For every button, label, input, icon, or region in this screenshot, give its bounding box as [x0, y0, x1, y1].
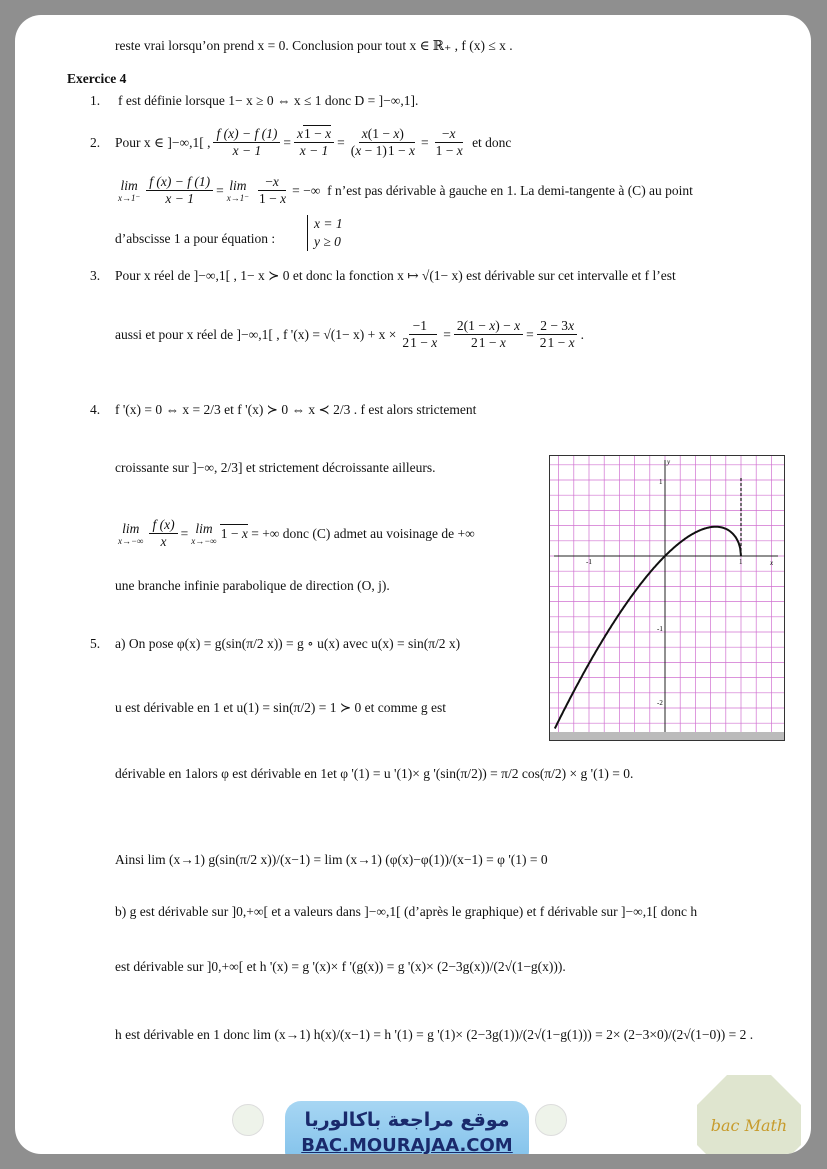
q2-line2: lim x→1⁻ $\frac{f (x) - f (1)}{x - 1}$ = lim x→1⁻ $\frac{-x}{1 - x}$ = −∞ f n’est pas dérivable à gauche en 1. La demi-tangente à (C) au point — [118, 173, 693, 206]
y-tick-m2: -2 — [657, 699, 663, 707]
q4-line3: lim x→−∞ $\frac{f (x)}{x}$ = lim x→−∞ 1 − x = +∞ donc (C) admet au voisinage de +∞ — [118, 516, 475, 549]
q5-number: 5. — [90, 636, 101, 651]
y-tick-1: 1 — [659, 478, 663, 486]
q3-frac3: $\frac{2 - 3x}{21 - x}$ — [537, 318, 578, 351]
y-tick-m1: -1 — [657, 625, 663, 633]
q2-frac1: $\frac{f (x) - f (1)}{x - 1}$ — [213, 126, 280, 159]
q1-text: f est définie lorsque 1− x ≥ 0 ⇔ x ≤ 1 donc D = ]−∞,1]. — [118, 93, 419, 108]
function-graph — [549, 455, 785, 741]
q5-a3: dérivable en 1alors φ est dérivable en 1et φ '(1) = u '(1)× g '(sin(π/2)) = π/2 cos(π/2) × g '(1) = 0. — [115, 766, 634, 781]
footer-logo-left — [232, 1104, 264, 1136]
q4-number: 4. — [90, 402, 101, 417]
x-tick-1: 1 — [739, 558, 743, 566]
q2-lim1-frac: $\frac{f (x) - f (1)}{x - 1}$ — [146, 174, 213, 207]
q2-lim2-frac: $\frac{-x}{1 - x}$ — [258, 173, 287, 206]
x-axis-label: x — [770, 559, 774, 567]
q1-number: 1. — [90, 93, 101, 108]
q2-line1-end: et donc — [472, 134, 512, 150]
x-tick-m1: -1 — [586, 558, 592, 566]
q2-line1: Pour x ∈ ]−∞,1[ , $\frac{f (x) - f (1)}{x - 1}$ = $\frac{x1 - x}{x - 1}$ = $\frac{x(1 - x)}{(x - 1)1 - x}$ = $\frac{-x}{1 - x}$ et donc — [115, 125, 512, 158]
q2-line1-start: Pour x ∈ ]−∞,1[ , — [115, 134, 211, 150]
q4-frac1: $\frac{f (x)}{x}$ — [149, 517, 177, 550]
intro-line: reste vrai lorsqu’on prend x = 0. Conclusion pour tout x ∈ ℝ₊ , f (x) ≤ x . — [115, 38, 513, 53]
q5-b1: b) g est dérivable sur ]0,+∞[ et a valeurs dans ]−∞,1[ (d’après le graphique) et f dérivable sur ]−∞,1[ donc h — [115, 904, 698, 919]
q3-line2: aussi et pour x réel de ]−∞,1[ , f '(x) = √(1− x) + x × $\frac{-1}{21 - x}$ = $\frac{2(1 - x) - x}{21 - x}$ = $\frac{2 - 3x}{21 - x}$ . — [115, 317, 584, 350]
footer-logo-right — [535, 1104, 567, 1136]
q4-lim2: lim x→−∞ — [191, 521, 217, 546]
graph-svg — [550, 456, 784, 740]
q5-a4: Ainsi lim (x→1) g(sin(π/2 x))/(x−1) = lim (x→1) (φ(x)−φ(1))/(x−1) = φ '(1) = 0 — [115, 852, 548, 867]
footer-arabic-title: موقع مراجعة باكالوريا — [304, 1109, 510, 1131]
graph-bg — [550, 456, 784, 740]
q4-line1: f '(x) = 0 ⇔ x = 2/3 et f '(x) ≻ 0 ⇔ x ≺ 2/3 . f est alors strictement — [115, 402, 477, 417]
q2-system-eq1: x = 1 — [314, 216, 343, 231]
q2-lim1: lim x→1⁻ — [118, 178, 141, 203]
q5-a2: u est dérivable en 1 et u(1) = sin(π/2) = 1 ≻ 0 et comme g est — [115, 700, 447, 715]
q3-number: 3. — [90, 268, 101, 283]
q4-lim1: lim x→−∞ — [118, 521, 144, 546]
q5-b3: h est dérivable en 1 donc lim (x→1) h(x)/(x−1) = h '(1) = g '(1)× (2−3g(1))/(2√(1−g(1))) = 2× (2−3×0)/(2√(1−0)) = 2 . — [115, 1027, 754, 1042]
graph-bottom-band — [550, 732, 784, 740]
q3-line1: Pour x réel de ]−∞,1[ , 1− x ≻ 0 et donc la fonction x ↦ √(1− x) est dérivable sur cet intervalle et f l’est — [115, 268, 676, 283]
q3-frac2: $\frac{2(1 - x) - x}{21 - x}$ — [454, 318, 523, 351]
document-page — [15, 15, 811, 1154]
q3-frac1: $\frac{-1}{21 - x}$ — [402, 317, 438, 350]
footer-url-link[interactable]: BAC.MOURAJAA.COM — [301, 1135, 513, 1154]
q2-frac3: $\frac{x(1 - x)}{(x - 1)1 - x}$ — [350, 125, 415, 158]
y-axis-label: y — [667, 458, 671, 466]
q2-line2-end: f n’est pas dérivable à gauche en 1. La demi-tangente à (C) au point — [327, 182, 693, 198]
bac-math-logo — [697, 1075, 801, 1154]
q2-system-eq2: y ≥ 0 — [314, 234, 341, 249]
q4-line2: croissante sur ]−∞, 2/3] et strictement décroissante ailleurs. — [115, 460, 436, 475]
logo-octagon-shape — [697, 1075, 801, 1154]
q2-system — [307, 215, 343, 251]
q2-line3: d’abscisse 1 a pour équation : — [115, 231, 276, 246]
q2-frac4: $\frac{-x}{1 - x}$ — [435, 125, 463, 158]
footer-banner[interactable] — [285, 1101, 529, 1154]
q4-line3-end: = +∞ donc (C) admet au voisinage de +∞ — [251, 525, 475, 541]
q5-a1: a) On pose φ(x) = g(sin(π/2 x)) = g ∘ u(x) avec u(x) = sin(π/2 x) — [115, 636, 461, 651]
q2-number: 2. — [90, 135, 101, 150]
q2-lim2: lim x→1⁻ — [226, 178, 249, 203]
logo-text: bac Math — [710, 1116, 788, 1135]
q4-line4: une branche infinie parabolique de direction (O, j). — [115, 578, 390, 593]
q2-frac2: $\frac{x1 - x}{x - 1}$ — [294, 126, 334, 159]
q3-line2-start: aussi et pour x réel de ]−∞,1[ , f '(x) = √(1− x) + x × — [115, 326, 397, 342]
exercise-title: Exercice 4 — [67, 71, 127, 86]
q5-b2: est dérivable sur ]0,+∞[ et h '(x) = g '(x)× f '(g(x)) = g '(x)× (2−3g(x))/(2√(1−g(x))). — [115, 959, 566, 974]
